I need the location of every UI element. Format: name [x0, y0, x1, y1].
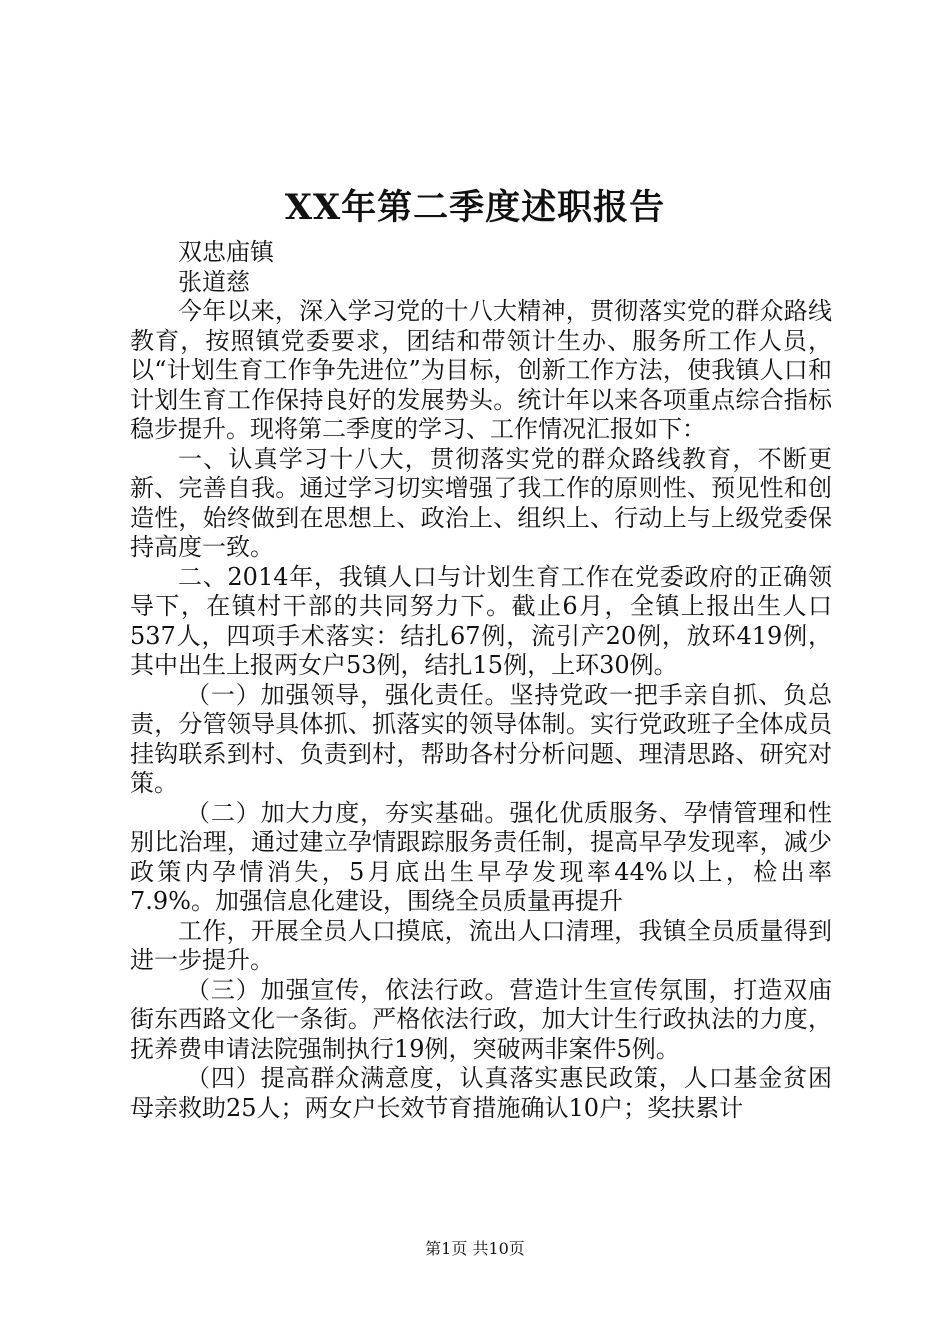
paragraph-section-1: 一、认真学习十八大，贯彻落实党的群众路线教育，不断更新、完善自我。通过学习切实增强了我工作的原则性、预见性和创造性，始终做到在思想上、政治上、组织上、行动上与上级党委保持高度一致。: [130, 444, 832, 561]
paragraph-intro: 今年以来，深入学习党的十八大精神，贯彻落实党的群众路线教育，按照镇党委要求，团结和带领计生办、服务所工作人员，以“计划生育工作争先进位”为目标，创新工作方法，使我镇人口和计划生育工作保持良好的发展势头。统计年以来各项重点综合指标稳步提升。现将第二季度的学习、工作情况汇报如下：: [130, 297, 832, 443]
paragraph-subsection-3: （三）加强宣传，依法行政。营造计生宣传氛围，打造双庙街东西路文化一条街。严格依法行政，加大计生行政执法的力度，抚养费申请法院强制执行19例，突破两非案件5例。: [130, 975, 832, 1063]
paragraph-section-2: 二、2014年，我镇人口与计划生育工作在党委政府的正确领导下，在镇村干部的共同努力下。截止6月，全镇上报出生人口537人，四项手术落实：结扎67例，流引产20例，放环419例，其中出生上报两女户53例，结扎15例，上环30例。: [130, 562, 832, 679]
page-number-footer: 第1页 共10页: [425, 1239, 525, 1258]
paragraph-subsection-2-cont: 工作，开展全员人口摸底，流出人口清理，我镇全员质量得到进一步提升。: [130, 916, 832, 974]
paragraph-subsection-2: （二）加大力度，夯实基础。强化优质服务、孕情管理和性别比治理，通过建立孕情跟踪服务责任制，提高早孕发现率，减少政策内孕情消失，5月底出生早孕发现率44%以上，检出率7.9%。加强信息化建设，围绕全员质量再提升: [130, 798, 832, 915]
author-town: 双忠庙镇: [178, 238, 274, 266]
document-body: [130, 238, 832, 1123]
author-name: 张道慈: [178, 267, 250, 296]
paragraph-subsection-1: （一）加强领导，强化责任。坚持党政一把手亲自抓、负总责，分管领导具体抓、抓落实的领导体制。实行党政班子全体成员挂钩联系到村、负责到村，帮助各村分析问题、理清思路、研究对策。: [130, 680, 832, 797]
paragraph-subsection-4: （四）提高群众满意度，认真落实惠民政策，人口基金贫困母亲救助25人；两女户长效节育措施确认10户；奖扶累计: [130, 1064, 832, 1122]
document-title: XX年第二季度述职报告: [284, 187, 666, 228]
